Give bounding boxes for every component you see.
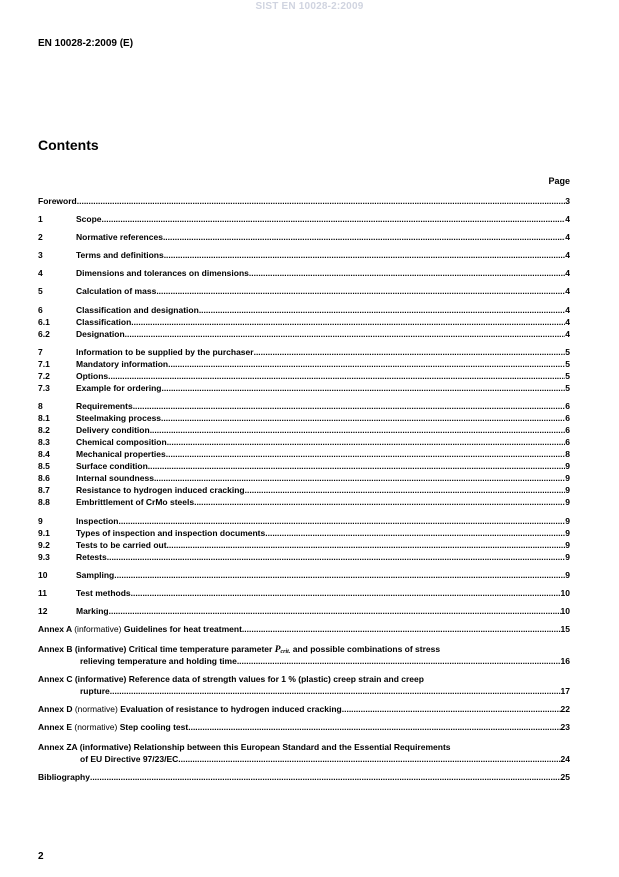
toc-entry[interactable]	[38, 382, 570, 394]
page-column-label: Page	[548, 176, 570, 186]
toc-dot-leader	[109, 605, 561, 617]
toc-entry[interactable]	[38, 267, 570, 279]
toc-entry-page: 23	[560, 722, 570, 732]
annex-title: Step cooling test	[119, 722, 189, 732]
toc-dot-leader	[194, 496, 565, 508]
toc-dot-leader	[161, 412, 565, 424]
annex-label: Annex D	[38, 704, 75, 714]
toc-entry-title: Classification and designation	[76, 305, 199, 315]
toc-entry-page: 9	[565, 485, 570, 495]
toc-entry-page: 9	[565, 540, 570, 550]
toc-entry[interactable]	[38, 460, 570, 472]
toc-entry-page: 22	[560, 704, 570, 714]
toc-entry-title: Mechanical properties	[76, 449, 166, 459]
annex-label: Annex A	[38, 624, 75, 634]
annex-kind: (informative)	[74, 674, 127, 684]
toc-entry[interactable]	[38, 328, 570, 340]
toc-dot-leader	[148, 460, 565, 472]
toc-entry-page: 9	[565, 552, 570, 562]
toc-entry-page: 5	[565, 347, 570, 357]
toc-entry-number: 9.3	[38, 552, 50, 562]
toc-entry-number: 9.2	[38, 540, 50, 550]
toc-entry[interactable]	[38, 346, 570, 358]
toc-dot-leader	[108, 370, 565, 382]
toc-entry-page: 5	[565, 383, 570, 393]
toc-entry-title: Requirements	[76, 401, 133, 411]
toc-entry-page: 4	[565, 232, 570, 242]
toc-dot-leader	[168, 358, 565, 370]
toc-dot-leader	[162, 382, 566, 394]
toc-dot-leader	[114, 569, 565, 581]
watermark: SIST EN 10028-2:2009	[255, 1, 364, 12]
toc-entry-number: 8.8	[38, 497, 50, 507]
annex-title: Evaluation of resistance to hydrogen induced cracking	[120, 704, 342, 714]
toc-entry[interactable]	[38, 496, 570, 508]
toc-entry-number: 8.4	[38, 449, 50, 459]
toc-entry-title: Information to be supplied by the purchaser	[76, 347, 254, 357]
toc-entry-page: 9	[565, 473, 570, 483]
toc-entry-number: 8	[38, 401, 43, 411]
toc-entry[interactable]	[38, 249, 570, 261]
toc-entry-page: 5	[565, 371, 570, 381]
annex-entry[interactable]	[38, 673, 424, 685]
toc-entry-title	[38, 623, 242, 635]
toc-entry[interactable]	[38, 587, 570, 599]
toc-entry-page: 9	[565, 461, 570, 471]
toc-entry-title: Options	[76, 371, 109, 381]
toc-dot-leader	[245, 484, 566, 496]
toc-entry-page: 4	[565, 214, 570, 224]
toc-entry-page: 4	[565, 305, 570, 315]
toc-entry[interactable]	[38, 484, 570, 496]
toc-dot-leader	[150, 424, 566, 436]
toc-entry-title: Terms and definitions	[76, 250, 164, 260]
toc-entry-title: Calculation of mass	[76, 286, 157, 296]
toc-entry-title: Mandatory information	[76, 359, 169, 369]
toc-entry-title: Inspection	[76, 516, 119, 526]
toc-dot-leader	[107, 551, 566, 563]
toc-entry-page: 17	[560, 686, 570, 696]
toc-entry-number: 6.2	[38, 329, 50, 339]
annex-kind: (informative)	[74, 624, 122, 634]
toc-entry-page: 5	[565, 359, 570, 369]
toc-entry-number: 7.2	[38, 371, 50, 381]
toc-entry[interactable]	[38, 515, 570, 527]
toc-entry-number: 10	[38, 570, 48, 580]
toc-entry[interactable]	[38, 231, 570, 243]
toc-entry-title: Steelmaking process	[76, 413, 162, 423]
toc-dot-leader	[342, 703, 561, 715]
toc-dot-leader	[188, 721, 560, 733]
toc-entry-title: Types of inspection and inspection documents	[76, 528, 266, 538]
toc-dot-leader	[178, 753, 560, 765]
toc-entry-page: 10	[560, 588, 570, 598]
toc-entry-page: 6	[565, 401, 570, 411]
annex-kind: (informative)	[74, 644, 127, 654]
document-id: EN 10028-2:2009 (E)	[38, 38, 134, 49]
toc-entry-title: Bibliography	[38, 772, 90, 782]
annex-symbol-subscript: crit.	[280, 649, 291, 655]
toc-dot-leader	[237, 655, 561, 667]
annex-title: Critical time temperature parameter	[128, 644, 273, 654]
toc-entry-number: 7.3	[38, 383, 50, 393]
toc-entry-page: 25	[560, 772, 570, 782]
toc-entry[interactable]	[38, 400, 570, 412]
toc-entry-number: 8.3	[38, 437, 50, 447]
toc-dot-leader	[265, 527, 565, 539]
toc-entry-title: Embrittlement of CrMo steels	[76, 497, 195, 507]
annex-title-line2: of EU Directive 97/23/EC	[80, 754, 179, 764]
toc-dot-leader	[254, 346, 566, 358]
toc-entry-title: Classification	[76, 317, 132, 327]
toc-dot-leader	[166, 448, 566, 460]
toc-entry-number: 9.1	[38, 528, 50, 538]
contents-title: Contents	[38, 137, 99, 153]
toc-entry-page: 10	[560, 606, 570, 616]
annex-title-line2: rupture	[80, 686, 110, 696]
toc-entry-title: Marking	[76, 606, 109, 616]
toc-dot-leader	[242, 623, 561, 635]
toc-entry-number: 8.7	[38, 485, 50, 495]
annex-title: Reference data of strength values for 1 % (plastic) creep strain and creep	[128, 674, 424, 684]
toc-entry-title: Delivery condition	[76, 425, 150, 435]
bibliography-entry[interactable]	[38, 771, 570, 783]
toc-entry-title: Internal soundness	[76, 473, 154, 483]
toc-dot-leader	[167, 436, 566, 448]
toc-entry-title: Example for ordering	[76, 383, 162, 393]
toc-dot-leader	[199, 304, 565, 316]
toc-entry-page: 15	[560, 624, 570, 634]
toc-entry-title: Chemical composition	[76, 437, 167, 447]
toc-entry-title: Surface condition	[76, 461, 148, 471]
annex-symbol: Pcrit.	[274, 645, 291, 655]
toc-entry[interactable]	[38, 285, 570, 297]
toc-entry-page: 9	[565, 570, 570, 580]
toc-dot-leader	[125, 328, 566, 340]
annex-entry[interactable]	[38, 623, 570, 635]
annex-title: Relationship between this European Standard and the Essential Requirements	[133, 742, 451, 752]
annex-entry-continuation[interactable]	[80, 753, 570, 765]
annex-entry[interactable]	[38, 643, 440, 655]
toc-entry-page: 4	[565, 268, 570, 278]
toc-dot-leader	[131, 587, 561, 599]
toc-entry-page: 4	[565, 250, 570, 260]
annex-entry[interactable]	[38, 741, 451, 753]
toc-entry[interactable]	[38, 370, 570, 382]
toc-dot-leader	[156, 285, 565, 297]
toc-entry-title: Scope	[76, 214, 102, 224]
toc-entry[interactable]	[38, 448, 570, 460]
toc-entry-number: 3	[38, 250, 43, 260]
toc-entry-page: 4	[565, 317, 570, 327]
toc-entry-number: 11	[38, 588, 47, 598]
toc-entry[interactable]	[38, 527, 570, 539]
toc-entry-page: 3	[565, 196, 570, 206]
toc-entry-number: 7.1	[38, 359, 50, 369]
toc-entry-number: 8.5	[38, 461, 50, 471]
toc-entry-number: 5	[38, 286, 43, 296]
toc-entry[interactable]	[38, 539, 570, 551]
toc-entry-number: 6.1	[38, 317, 50, 327]
toc-entry-number: 6	[38, 305, 43, 315]
toc-entry-page: 16	[560, 656, 570, 666]
toc-entry-number: 12	[38, 606, 48, 616]
toc-entry-page: 6	[565, 437, 570, 447]
toc-entry[interactable]	[38, 316, 570, 328]
toc-dot-leader	[119, 515, 566, 527]
toc-entry-page: 24	[560, 754, 570, 764]
toc-entry-title: Sampling	[76, 570, 115, 580]
toc-entry-page: 9	[565, 516, 570, 526]
toc-entry[interactable]	[38, 551, 570, 563]
toc-entry-number: 4	[38, 268, 43, 278]
toc-entry-page: 4	[565, 286, 570, 296]
annex-label: Annex C	[38, 674, 75, 684]
toc-entry-page: 9	[565, 497, 570, 507]
toc-entry-title: Normative references	[76, 232, 163, 242]
toc-entry[interactable]	[38, 569, 570, 581]
toc-entry[interactable]	[38, 195, 570, 207]
annex-label: Annex E	[38, 722, 75, 732]
toc-entry-title	[38, 703, 342, 715]
toc-entry-title: Test methods	[76, 588, 131, 598]
annex-title-line2: relieving temperature and holding time	[80, 656, 237, 666]
toc-entry-title: Resistance to hydrogen induced cracking	[76, 485, 245, 495]
annex-label: Annex B	[38, 644, 75, 654]
toc-dot-leader	[167, 539, 566, 551]
toc-entry[interactable]	[38, 358, 570, 370]
toc-entry-number: 8.2	[38, 425, 50, 435]
toc-entry[interactable]	[38, 472, 570, 484]
toc-entry-title: Retests	[76, 552, 107, 562]
toc-dot-leader	[154, 472, 565, 484]
toc-dot-leader	[77, 195, 566, 207]
annex-kind: (informative)	[79, 742, 132, 752]
annex-entry[interactable]	[38, 721, 570, 733]
toc-entry[interactable]	[38, 304, 570, 316]
toc-entry-number: 7	[38, 347, 43, 357]
toc-entry-title: Tests to be carried out	[76, 540, 167, 550]
footer-page-number: 2	[38, 851, 44, 862]
toc-entry-title: Designation	[76, 329, 125, 339]
annex-kind: (normative)	[74, 722, 118, 732]
toc-dot-leader	[249, 267, 565, 279]
toc-entry-page: 9	[565, 528, 570, 538]
toc-entry-number: 1	[38, 214, 43, 224]
toc-entry-number: 8.1	[38, 413, 50, 423]
toc-entry[interactable]	[38, 605, 570, 617]
toc-entry-number: 8.6	[38, 473, 50, 483]
toc-entry[interactable]	[38, 424, 570, 436]
toc-dot-leader	[131, 316, 565, 328]
annex-title-continued: and possible combinations of stress	[292, 644, 441, 654]
toc-dot-leader	[164, 249, 566, 261]
annex-label: Annex ZA	[38, 742, 80, 752]
toc-dot-leader	[110, 685, 561, 697]
toc-entry-title	[38, 721, 188, 733]
annex-title: Guidelines for heat treatment	[123, 624, 242, 634]
toc-entry-title: Foreword	[38, 196, 77, 206]
toc-entry[interactable]	[38, 412, 570, 424]
toc-entry-number: 2	[38, 232, 43, 242]
toc-dot-leader	[90, 771, 561, 783]
toc-entry[interactable]	[38, 436, 570, 448]
toc-dot-leader	[133, 400, 566, 412]
toc-entry-page: 6	[565, 413, 570, 423]
annex-kind: (normative)	[74, 704, 118, 714]
toc-entry[interactable]	[38, 213, 570, 225]
annex-entry[interactable]	[38, 703, 570, 715]
toc-dot-leader	[102, 213, 566, 225]
toc-entry-title: Dimensions and tolerances on dimensions	[76, 268, 249, 278]
toc-entry-page: 6	[565, 425, 570, 435]
toc-entry-number: 9	[38, 516, 43, 526]
toc-dot-leader	[163, 231, 565, 243]
toc-entry-page: 4	[565, 329, 570, 339]
toc-entry-page: 8	[565, 449, 570, 459]
annex-entry-continuation[interactable]	[80, 655, 570, 667]
annex-entry-continuation[interactable]	[80, 685, 570, 697]
